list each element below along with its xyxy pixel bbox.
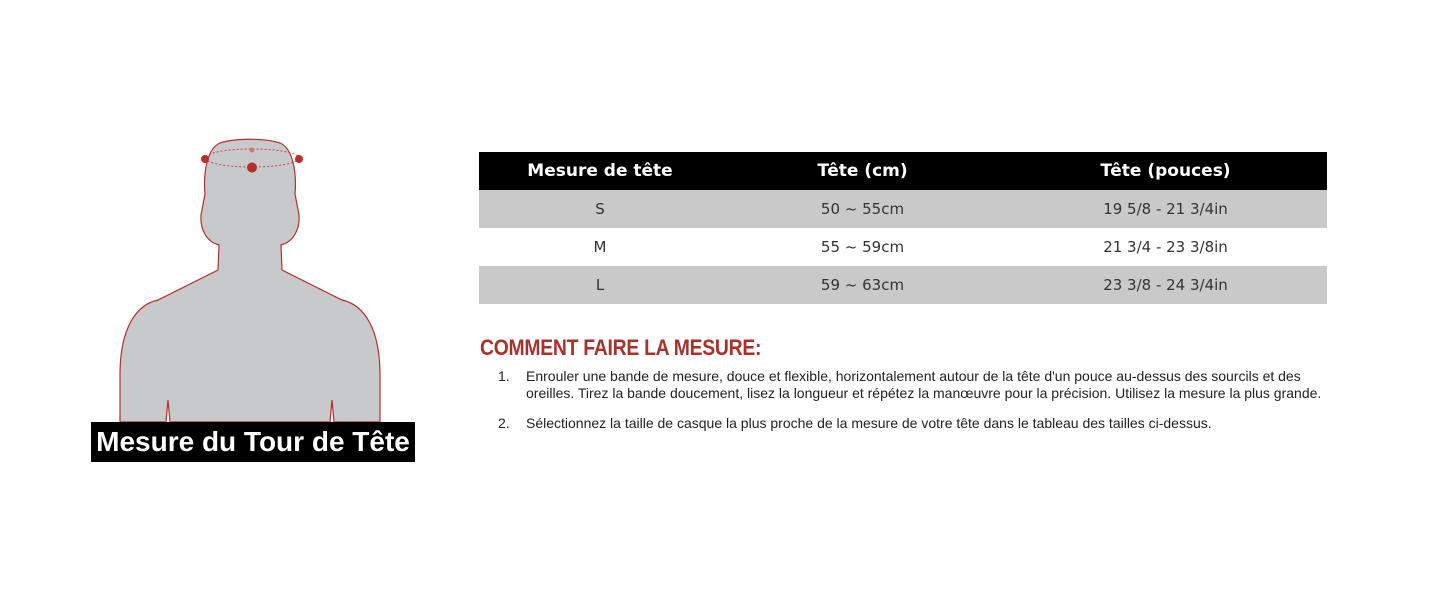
table-row bbox=[479, 266, 1327, 304]
column-header-inches: Tête (pouces) bbox=[1004, 152, 1327, 190]
cm-cell: 59 ~ 63cm bbox=[721, 266, 1004, 304]
column-header-cm: Tête (cm) bbox=[721, 152, 1004, 190]
instructions-list bbox=[498, 368, 1328, 445]
cm-cell: 55 ~ 59cm bbox=[721, 228, 1004, 266]
head-silhouette-icon bbox=[90, 130, 420, 430]
table-header-row bbox=[479, 152, 1327, 190]
size-cell: S bbox=[479, 190, 721, 228]
size-cell: M bbox=[479, 228, 721, 266]
cm-cell: 50 ~ 55cm bbox=[721, 190, 1004, 228]
step-number: 2. bbox=[498, 415, 510, 431]
list-item bbox=[498, 415, 1328, 432]
marker-front-icon bbox=[247, 163, 257, 173]
figure-caption: Mesure du Tour de Tête bbox=[91, 422, 415, 462]
instructions-title: COMMENT FAIRE LA MESURE: bbox=[480, 335, 762, 360]
marker-left-icon bbox=[201, 155, 209, 163]
marker-back-icon bbox=[250, 148, 255, 153]
table-row bbox=[479, 190, 1327, 228]
list-item bbox=[498, 368, 1328, 402]
size-table bbox=[479, 152, 1327, 304]
step-number: 1. bbox=[498, 368, 510, 384]
inches-cell: 19 5/8 - 21 3/4in bbox=[1004, 190, 1327, 228]
table-row bbox=[479, 228, 1327, 266]
marker-right-icon bbox=[295, 155, 303, 163]
head-measurement-figure bbox=[90, 130, 420, 465]
inches-cell: 21 3/4 - 23 3/8in bbox=[1004, 228, 1327, 266]
size-cell: L bbox=[479, 266, 721, 304]
inches-cell: 23 3/8 - 24 3/4in bbox=[1004, 266, 1327, 304]
column-header-size: Mesure de tête bbox=[479, 152, 721, 190]
step-text: Sélectionnez la taille de casque la plus proche de la mesure de votre tête dans le tableau des tailles ci-dessus. bbox=[526, 415, 1212, 431]
step-text: Enrouler une bande de mesure, douce et flexible, horizontalement autour de la tête d'un pouce au-dessus des sourcils et des oreilles. Tirez la bande doucement, lisez la longueur et répétez la manœuvre pour la précision. Utilisez la mesure la plus grande. bbox=[526, 368, 1322, 401]
